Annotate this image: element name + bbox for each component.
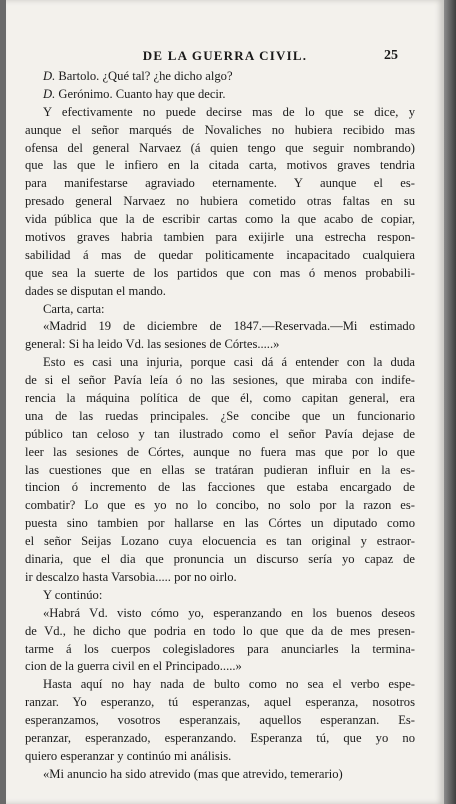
text-line: de Vd., he dicho que podria en todo lo que que da de mes presen- [25,623,415,638]
page-edge-shadow [444,0,456,804]
text-line: Carta, carta: [43,301,105,316]
page-number: 25 [384,48,398,63]
text-line: el señor Seijas Lozano cuya elocuencia es tan original y estraor- [25,534,415,549]
text-line: para manifestarse agraviado eternamente. Y aunque el es- [25,176,415,191]
text-line: combatir? Lo que es yo no lo concibo, no solo por la razon es- [25,498,415,513]
text-line: ofensa del general Narvaez (á quien tengo que seguir nombrando) [25,140,415,155]
book-page [6,0,444,804]
text-line: general: Si ha leido Vd. las sesiones de Córtes.....» [25,337,280,352]
text-line: aunque el señor marqués de Novaliches no hubiera recibido mas [25,122,415,137]
text-line: de si el señor Pavía leía ó no las sesiones, que miraba con indife- [25,373,415,388]
speaker-name: D. [43,69,56,83]
text-line: Y efectivamente no puede decirse mas de lo que se dice, y [43,104,415,119]
text-line: D. Gerónimo. Cuanto hay que decir. [43,86,226,101]
text-line: tincion ó incremento de las facciones que estaba encargado de [25,480,415,495]
page-header [6,48,444,68]
text-line: las cuestiones que en ellas se tratáran pudieran influir en la es- [25,462,415,477]
text-line: dinaria, que el dia que pronuncia un discurso sería yo capaz de [25,552,415,567]
text-line: «Habrá Vd. visto cómo yo, esperanzando en los buenos deseos [43,605,415,620]
text-line: «Mi anuncio ha sido atrevido (mas que atrevido, temerario) [43,766,343,781]
text-line: D. Bartolo. ¿Qué tal? ¿he dicho algo? [43,69,233,83]
text-line: leer las sesiones de Córtes, aunque no fuera mas que por lo que [25,444,415,459]
text-line: «Madrid 19 de diciembre de 1847.—Reservada.—Mi estimado [43,319,415,334]
text-line: rencia la máquina política de que él, como capitan general, era [25,391,415,406]
text-line: ranzar. Yo esperanzo, tú esperanzas, aquel esperanza, nosotros [25,695,415,710]
text-line: esperanzamos, vosotros esperanzais, aquellos esperanzan. Es- [25,713,415,728]
text-line: que las que le infiero en la citada carta, motivos graves tendria [25,158,415,173]
body-text [25,68,415,784]
text-line: Y continúo: [43,587,103,602]
text-line: que sea la suerte de los partidos que con mas ó menos probabili- [25,265,415,280]
text-line: ir descalzo hasta Varsobia..... por no oirlo. [25,569,237,584]
text-line: una de las ruedas principales. ¿Se concibe que un funcionario [25,408,415,423]
speaker-name: D. [43,86,56,101]
text-line: público tan celoso y tan ilustrado como el señor Pavía dejase de [25,426,415,441]
text-line: presado general Narvaez no hubiera cometido otras faltas en su [25,194,415,209]
text-line: Hasta aquí no hay nada de bulto como no sea el verbo espe- [43,677,415,692]
text-line: Esto es casi una injuria, porque casi dá á entender con la duda [43,355,415,370]
text-line: peranzar, esperanzado, esperanzando. Esperanza tú, que yo no [25,730,415,745]
text-line: puesta sino tambien por hallarse en las Córtes un diputado como [25,516,415,531]
text-line: sabilidad á mas de quedar politicamente incapacitado cualquiera [25,247,415,262]
text-line: dades se disputan el mando. [25,283,166,298]
text-line: tarme á los cuerpos colegisladores para anunciarles la termina- [25,641,415,656]
text-line: quiero esperanzar y continúo mi análisis. [25,748,232,763]
text-line: cion de la guerra civil en el Principado.....» [25,659,242,674]
text-line: motivos graves habria tambien para exijirle una estrecha respon- [25,230,415,245]
running-head: DE LA GUERRA CIVIL. [142,48,308,63]
text-line: vida pública que la de escribir cartas como la que acabo de copiar, [25,212,415,227]
